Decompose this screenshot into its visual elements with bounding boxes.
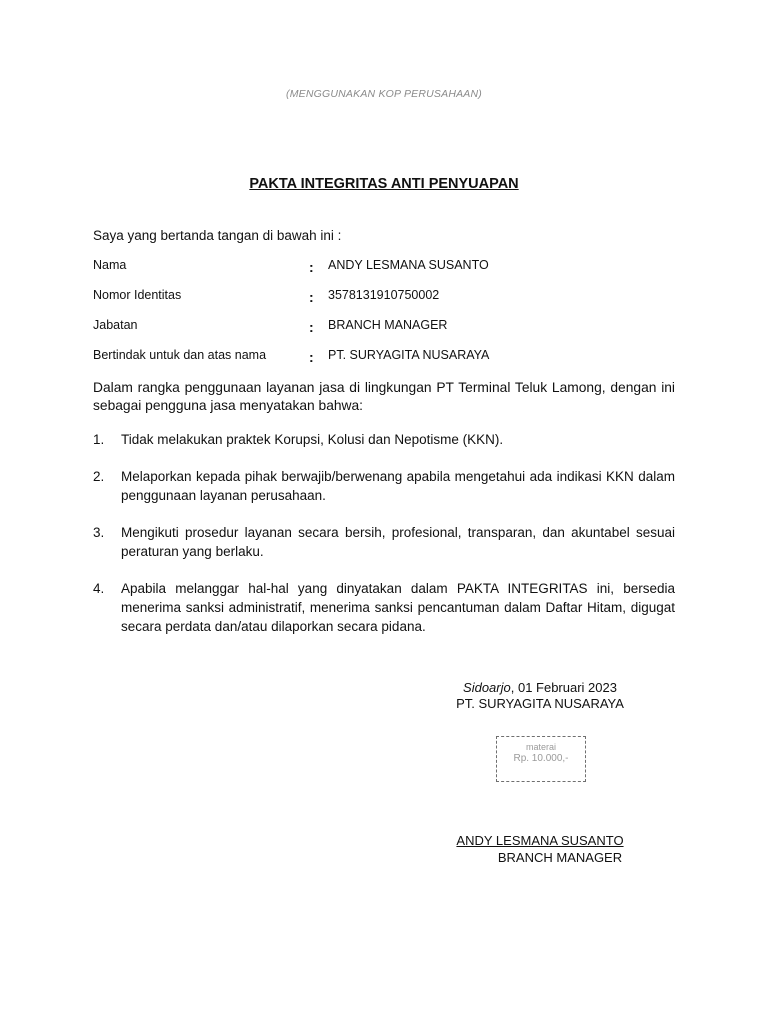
- identity-table: [93, 258, 693, 378]
- field-colon: :: [309, 259, 314, 275]
- list-text: Mengikuti prosedur layanan secara bersih, profesional, transparan, dan akuntabel sesuai peraturan yang berlaku.: [121, 525, 675, 559]
- identity-row-jabatan: [93, 318, 693, 348]
- list-item: [93, 467, 675, 505]
- signatory-name: ANDY LESMANA SUSANTO: [456, 833, 624, 848]
- field-label: Nama: [93, 258, 127, 272]
- field-label: Nomor Identitas: [93, 288, 182, 302]
- stamp-value: Rp. 10.000,-: [513, 753, 569, 764]
- statement-paragraph: Dalam rangka penggunaan layanan jasa di lingkungan PT Terminal Teluk Lamong, dengan ini sebagai pengguna jasa menyatakan bahwa:: [93, 380, 675, 413]
- signature-city: Sidoarjo: [463, 680, 511, 695]
- signature-company: PT. SURYAGITA NUSARAYA: [456, 696, 624, 711]
- identity-row-nama: [93, 258, 693, 288]
- signatory-position: BRANCH MANAGER: [497, 850, 623, 865]
- list-item: [93, 523, 675, 561]
- letterhead-note: (MENGGUNAKAN KOP PERUSAHAAN): [286, 88, 482, 100]
- statement-list: [93, 430, 675, 636]
- list-number: 3.: [93, 525, 105, 540]
- list-text: Tidak melakukan praktek Korupsi, Kolusi dan Nepotisme (KKN).: [121, 432, 504, 447]
- list-number: 2.: [93, 469, 105, 484]
- stamp-label: materai: [525, 742, 556, 752]
- identity-row-nomor-identitas: [93, 288, 693, 318]
- intro-text: Saya yang bertanda tangan di bawah ini :: [93, 228, 342, 243]
- list-item: [93, 579, 675, 636]
- list-text: Melaporkan kepada pihak berwajib/berwenang apabila mengetahui ada indikasi KKN dalam penggunaan layanan perusahaan.: [121, 469, 675, 503]
- field-value: 3578131910750002: [328, 288, 440, 302]
- field-colon: :: [309, 349, 314, 365]
- materai-stamp-box: [496, 736, 586, 782]
- identity-row-bertindak: [93, 348, 693, 378]
- field-value: ANDY LESMANA SUSANTO: [328, 258, 489, 272]
- field-value: PT. SURYAGITA NUSARAYA: [328, 348, 490, 362]
- signature-date: [440, 680, 640, 695]
- list-text: Apabila melanggar hal-hal yang dinyatakan dalam PAKTA INTEGRITAS ini, bersedia menerima sanksi administratif, menerima sanksi pencantuman dalam Daftar Hitam, digugat secara perdata dan/atau dilaporkan secara pidana.: [121, 581, 675, 634]
- list-number: 4.: [93, 581, 105, 596]
- list-number: 1.: [93, 432, 105, 447]
- field-label: Jabatan: [93, 318, 138, 332]
- field-colon: :: [309, 289, 314, 305]
- field-colon: :: [309, 319, 314, 335]
- signature-date-text: , 01 Februari 2023: [510, 680, 617, 695]
- list-item: [93, 430, 675, 449]
- document-title: PAKTA INTEGRITAS ANTI PENYUAPAN: [249, 176, 519, 192]
- field-label: Bertindak untuk dan atas nama: [93, 348, 267, 362]
- field-value: BRANCH MANAGER: [328, 318, 448, 332]
